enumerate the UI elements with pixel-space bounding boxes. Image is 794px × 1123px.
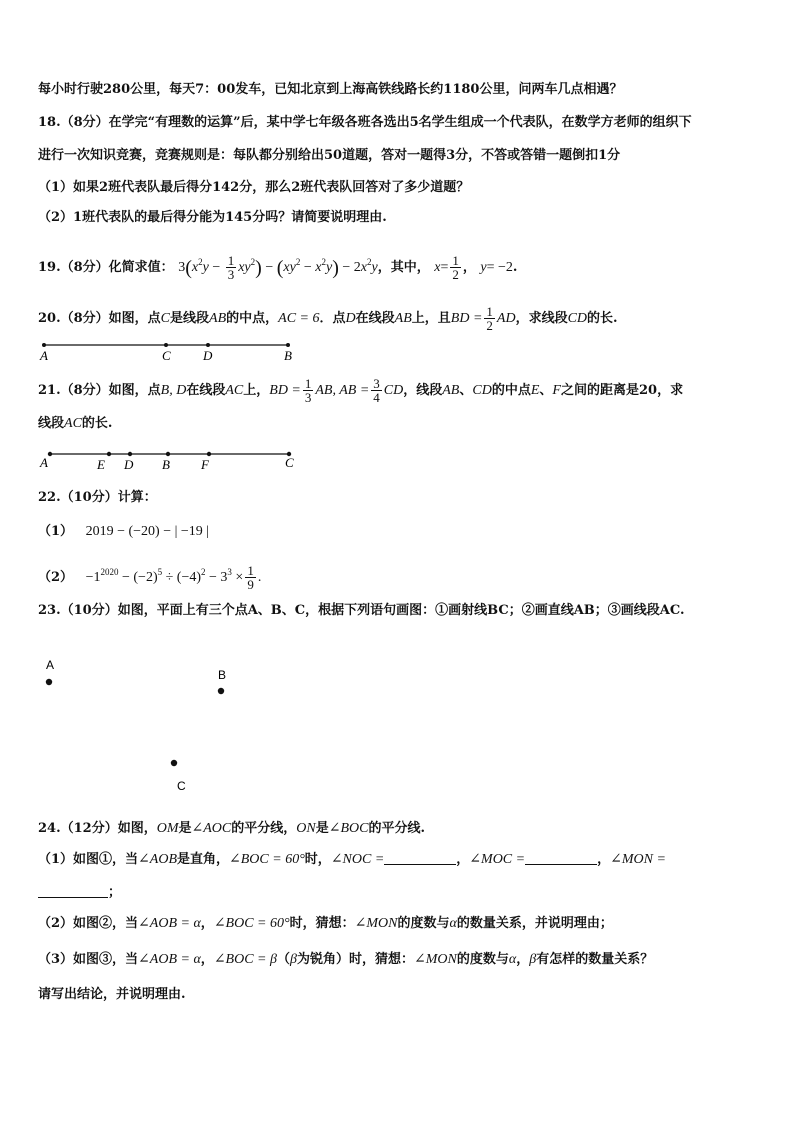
q23-point-c xyxy=(171,760,177,766)
q19-var-y: y xyxy=(480,260,487,275)
q20-t4: 在线段 xyxy=(355,311,395,326)
q21-point-a xyxy=(48,452,52,456)
q21-ab: AB xyxy=(442,383,460,398)
q19-line: 19.（8分）化简求值： $3(x^2y$ − $\frac{1}{3}$ $xy^2) - (xy^2 - x^2y) - 2x^2y$，其中， x= $\frac{1}{2}$ ， y= −2. xyxy=(38,253,518,283)
q22-p1-label: （1） xyxy=(38,524,74,539)
q21-point-d xyxy=(128,452,132,456)
q21-label-a: A xyxy=(40,455,48,470)
q20-bd: BD = xyxy=(450,311,483,326)
q23-label-b: B xyxy=(218,668,227,682)
q20-label-c: C xyxy=(162,348,171,363)
q24-part1: （1）如图①，当∠AOB是直角，∠BOC = 60°时，∠NOC = ，∠MOC = ，∠MON = xyxy=(38,852,666,867)
q21-t1: 在线段 xyxy=(186,383,226,398)
q24-part3-line2: 请写出结论，并说明理由. xyxy=(38,987,186,1002)
q21-t4: 的中点 xyxy=(491,383,531,398)
q24-blank-noc[interactable] xyxy=(384,850,456,865)
q20-label-a: A xyxy=(40,348,48,363)
q24-part3: （3）如图③，当∠AOB = α，∠BOC = β（β为锐角）时，猜想：∠MON的度数与α，β有怎样的数量关系？ xyxy=(38,952,654,967)
q24-head: 24.（12分）如图，OM是∠AOC的平分线，ON是∠BOC的平分线. xyxy=(38,821,425,836)
q21-cd: CD xyxy=(383,383,404,398)
q20-label-b: B xyxy=(284,348,292,363)
q20-t3: ．点 xyxy=(319,311,346,326)
q21-line2a: 线段 xyxy=(38,416,65,431)
q19-eq: = xyxy=(440,260,449,275)
q22-p2-expr: $-1^{2020} - (-2)^5 \div (-4)^2 - 3^3$ × $\frac{1}{9}$ . xyxy=(85,563,262,593)
q22-part1 xyxy=(38,522,209,542)
q21-sep2: 、 xyxy=(539,383,553,398)
q20-point-b xyxy=(286,343,290,347)
q21-t2: 上， xyxy=(243,383,270,398)
q19-fraction-half: $\frac{1}{2}$ xyxy=(452,253,459,282)
q21-ac: AC xyxy=(225,383,244,398)
q20-ab: AB xyxy=(209,311,227,326)
q23-point-a xyxy=(46,679,52,685)
continued-question-line: 每小时行驶280公里，每天7：00发车，已知北京到上海高铁线路长约1180公里，问两车几点相遇？ xyxy=(38,82,623,97)
q21-point-e xyxy=(107,452,111,456)
q23-label-a: A xyxy=(46,658,55,672)
q20-point-d xyxy=(206,343,210,347)
q20-label-d: D xyxy=(203,348,213,363)
q21-fraction-1: $\frac{1}{3}$ xyxy=(304,376,312,405)
q23-head: 23.（10分）如图，平面上有三个点A、B、C，根据下列语句画图：①画射线BC；②画直线AB；③画线段AC. xyxy=(38,603,685,618)
q21-t3: ，线段 xyxy=(403,383,443,398)
q19-y-value: = −2 xyxy=(486,260,513,275)
q21-label-b: B xyxy=(162,457,170,472)
q24-part1-line2: ； xyxy=(38,883,121,903)
q20-t1: 是线段 xyxy=(170,311,210,326)
q21-bd: BD = xyxy=(269,383,301,398)
q21-line2b: 的长. xyxy=(81,416,113,431)
q21-point-b xyxy=(166,452,170,456)
q20-fraction: $\frac{1}{2}$ xyxy=(486,304,493,333)
q23-point-b xyxy=(218,688,224,694)
q21-line2 xyxy=(38,414,112,434)
q20-point-a xyxy=(42,343,46,347)
q21-sep: 、 xyxy=(459,383,473,398)
q24-part2: （2）如图②，当∠AOB = α，∠BOC = 60°时，猜想：∠MON的度数与α的数量关系，并说明理由； xyxy=(38,916,613,931)
q20-c: C xyxy=(160,311,171,326)
q20-t6: ，求线段 xyxy=(515,311,568,326)
q21-t5: 之间的距离是20，求 xyxy=(560,383,684,398)
q21-ac2: AC xyxy=(64,416,82,431)
q21-ab-mid: AB, AB = xyxy=(315,383,370,398)
q19-fraction-third: $\frac{1}{3}$ xyxy=(227,253,235,283)
q21-fraction-2: $\frac{3}{4}$ xyxy=(373,376,380,405)
q18-part2: （2）1班代表队的最后得分能为145分吗？请简要说明理由. xyxy=(38,210,387,225)
q22-head: 22.（10分）计算： xyxy=(38,490,157,505)
q19-expression: $3(x^2y$ − $\frac{1}{3}$ $xy^2) - (xy^2 - x^2y) - 2x^2y$ xyxy=(178,253,378,283)
q20-head: 20.（8分）如图，点 xyxy=(38,311,161,326)
q21-label-e: E xyxy=(97,457,105,472)
q21-cd2: CD xyxy=(472,383,492,398)
q21-label-c: C xyxy=(285,455,294,470)
q18-head-line2: 进行一次知识竞赛，竞赛规则是：每队都分别给出50道题，答对一题得3分，不答或答错一题倒扣1分 xyxy=(38,148,621,163)
q21-head: 21.（8分）如图，点 xyxy=(38,383,161,398)
q24-blank-mon[interactable] xyxy=(38,883,108,898)
q20-t2: 的中点， xyxy=(226,311,279,326)
q20-t5: 上，且 xyxy=(411,311,451,326)
q21-e: E xyxy=(530,383,540,398)
q21-bd-points: B, D xyxy=(160,383,187,398)
q21-label-d: D xyxy=(124,457,134,472)
q23-label-c: C xyxy=(177,779,186,793)
q22-p2-label: （2） xyxy=(38,570,74,585)
q21-line xyxy=(38,377,683,404)
q19-where: ，其中， xyxy=(377,260,430,275)
q20-ab2: AB xyxy=(394,311,412,326)
q21-label-f: F xyxy=(201,457,209,472)
q19-head: 19.（8分）化简求值： xyxy=(38,260,174,275)
q20-cd: CD xyxy=(567,311,588,326)
q21-f: F xyxy=(552,383,561,398)
q22-p1-expr: 2019 − (−20) − | −19 | xyxy=(85,524,210,539)
q20-point-c xyxy=(164,343,168,347)
q22-fraction: $\frac{1}{9}$ xyxy=(247,563,254,593)
q20-ad: AD xyxy=(496,311,516,326)
q20-t7: 的长. xyxy=(587,311,618,326)
q22-part2 xyxy=(38,562,261,591)
q20-d: D xyxy=(345,311,356,326)
q21-point-f xyxy=(207,452,211,456)
q18-head: 18.（8分）在学完“有理数的运算”后，某中学七年级各班各选出5名学生组成一个代表队，在数学方老师的组织下 xyxy=(38,115,692,130)
q19-var-x: x xyxy=(434,260,441,275)
q18-part1: （1）如果2班代表队最后得分142分，那么2班代表队回答对了多少道题？ xyxy=(38,180,470,195)
q24-blank-moc[interactable] xyxy=(525,850,597,865)
q20-ac: AC = 6 xyxy=(278,311,320,326)
